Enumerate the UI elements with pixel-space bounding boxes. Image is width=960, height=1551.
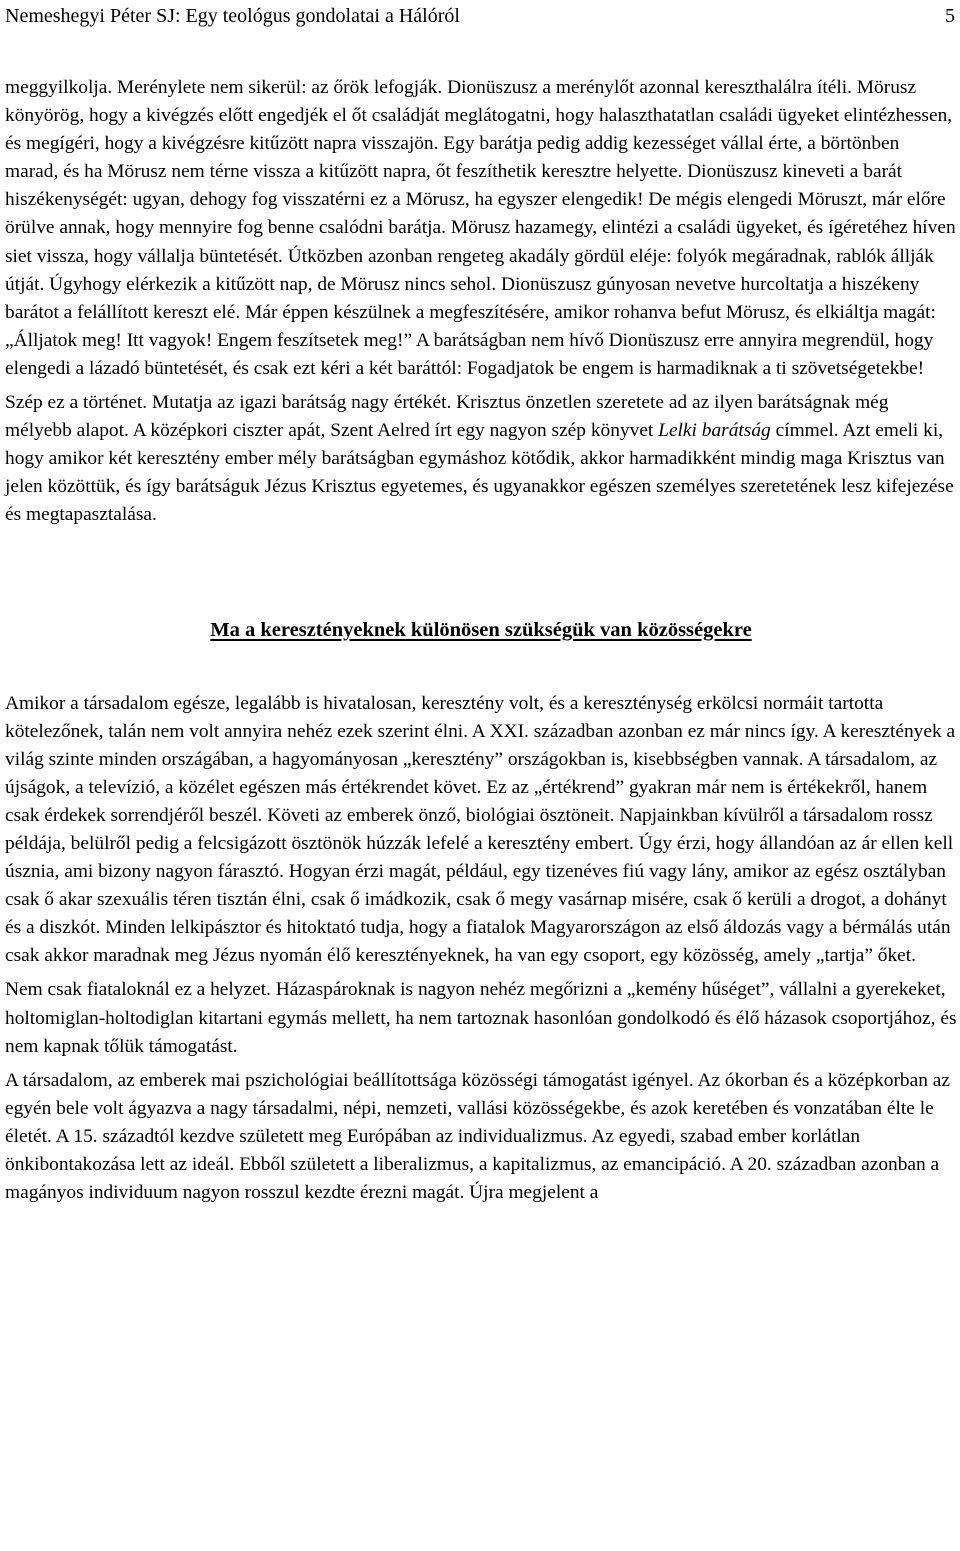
section-heading: Ma a keresztényeknek különösen szükségük van közösségekre: [210, 618, 752, 641]
document-body: [5, 74, 957, 1207]
paragraph-friendship: [5, 389, 957, 529]
book-title: Lelki barátság: [658, 420, 771, 442]
page-number: 5: [945, 5, 955, 27]
paragraph-couples: Nem csak fiataloknál ez a helyzet. Házaspároknak is nagyon nehéz megőrizni a „kemény hűséget”, vállalni a gyerekeket, holtomiglan-holtodiglan kitartani egymás mellett, ha nem tartoznak hasonlóan gondolkodó és élő házasok csoportjához, és nem kapnak tőlük támogatást.: [5, 979, 957, 1057]
document-page: [5, 0, 957, 1213]
paragraph-individualism: A társadalom, az emberek mai pszichológiai beállítottsága közösségi támogatást igényel. Az ókorban és a középkorban az egyén bele volt ágyazva a nagy társadalmi, népi, nemzeti, vallási közösségekbe, és azok keretében és vonzatában élte le életét. A 15. századtól kezdve született meg Európában az individualizmus. Az egyedi, szabad ember korlátlan önkibontakozása lett az ideál. Ebből született a liberalizmus, a kapitalizmus, az emancipáció. A 20. században azonban a magányos individuum nagyon rosszul kezdte érezni magát. Újra megjelent a: [5, 1069, 950, 1204]
running-header: [5, 0, 957, 48]
paragraph-friendship-text-start: Szép ez a történet. Mutatja az igazi barátság nagy értékét. Krisztus önzetlen szeretete ad az ilyen barátságnak még mélyebb alapot. A középkori ciszter apát, Szent Aelred írt egy nagyon szép könyvet: [5, 392, 889, 442]
paragraph-story: meggyilkolja. Merénylete nem sikerül: az őrök lefogják. Dionüszusz a merénylőt azonnal kereszthalálra ítéli. Mörusz könyörög, hogy a kivégzés előtt engedjék el őt családját meglátogatni, hogy halaszthatatlan családi ügyeket elintézhessen, és megígéri, hogy a kivégzésre kitűzött napra visszajön. Egy barátja pedig addig kezességet vállal érte, a börtönben marad, és ha Mörusz nem térne vissza a kitűzött napra, őt feszíthetik keresztre helyette. Dionüszusz kineveti a barát hiszékenységét: ugyan, dehogy fog visszatérni ez a Mörusz, ha egyszer elengedik! De mégis elengedi Möruszt, már előre örülve annak, hogy mennyire fog benne csalódni barátja. Mörusz hazamegy, elintézi a családi ügyeket, és ígéretéhez híven siet vissza, hogy vállalja büntetését. Útközben azonban rengeteg akadály gördül eléje: folyók megáradnak, rablók állják útját. Úgyhogy elérkezik a kitűzött nap, de Mörusz nincs sehol. Dionüszusz gúnyosan nevetve hurcoltatja a hiszékeny barátot a felállított kereszt elé. Már éppen készülnek a megfeszítésére, amikor rohanva befut Mörusz, és elkiáltja magát: „Álljatok meg! Itt vagyok! Engem feszítsetek meg!” A barátságban nem hívő Dionüszusz erre annyira megrendül, hogy elengedi a lázadó büntetését, és csak ezt kéri a két baráttól: Fogadjatok be engem is harmadiknak a ti szövetségetekbe!: [5, 77, 956, 379]
paragraph-friendship-text-end: címmel. Azt emeli ki, hogy amikor két keresztény ember mély barátságban egymáshoz kötődik, akkor harmadikként mindig maga Krisztus van jelen közöttük, és így barátságuk Jézus Krisztus egyetemes, és ugyanakkor egészen személyes szeretetének lesz kifejezése és megtapasztalása.: [5, 420, 954, 526]
paragraph-society: Amikor a társadalom egésze, legalább is hivatalosan, keresztény volt, és a kereszténység erkölcsi normáit tartotta kötelezőnek, talán nem volt annyira nehéz ezek szerint élni. A XXI. században azonban ez már nincs így. A keresztények a világ szinte minden országában, a hagyományosan „keresztény” országokban is, kisebbségben vannak. A társadalom, az újságok, a televízió, a közélet egészen más értékrendet követ. Ez az „értékrend” gyakran már nem is értékekről, hanem csak érdekek sorrendjéről beszél. Követi az emberek önző, biológiai ösztöneit. Napjainkban kívülről a társadalom rossz példája, belülről pedig a felcsigázott ösztönök húzzák lefelé a keresztény embert. Úgy érzi, hogy állandóan az ár ellen kell úsznia, ami bizony nagyon fárasztó. Hogyan érzi magát, például, egy tizenéves fiú vagy lány, amikor az egész osztályban csak ő akar szexuális téren tisztán élni, csak ő imádkozik, csak ő megy vasárnap misére, csak ő kerüli a drogot, a dohányt és a diszkót. Minden lelkipásztor és hitoktató tudja, hogy a fiatalok Magyarországon az első áldozás vagy a bérmálás után csak akkor maradnak meg Jézus nyomán élő keresztényeknek, ha van egy csoport, egy közösség, amely „tartja” őket.: [5, 692, 956, 967]
running-header-title: Nemeshegyi Péter SJ: Egy teológus gondolatai a Hálóról: [5, 5, 460, 27]
